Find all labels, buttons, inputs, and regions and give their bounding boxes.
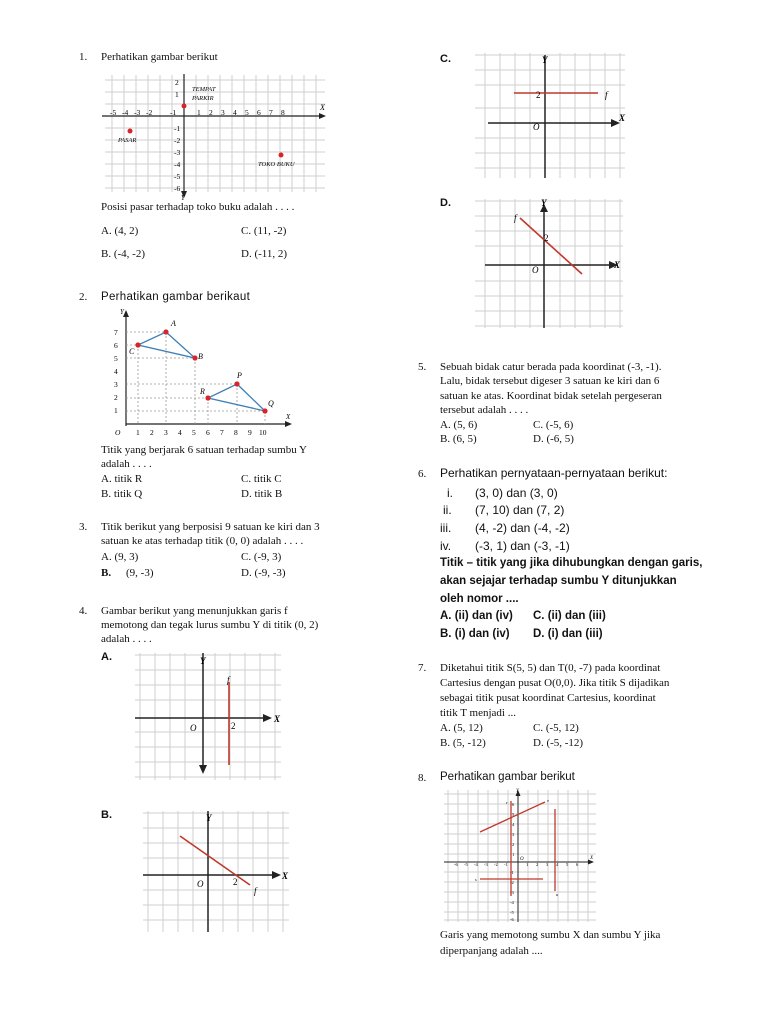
svg-text:Y: Y — [542, 55, 548, 65]
svg-text:Y: Y — [541, 198, 547, 208]
q6-number: 6. — [418, 468, 427, 480]
svg-text:4: 4 — [512, 822, 515, 827]
q7-line3: sebagai titik pusat koordinat Cartesius, koordinat — [440, 692, 656, 704]
q7-line4: titik T menjadi ... — [440, 707, 516, 719]
svg-text:4: 4 — [178, 428, 182, 437]
q2-triangle-pqr — [208, 384, 265, 411]
q8-title: Perhatikan gambar berikut — [440, 771, 575, 783]
q8-label-s: s — [475, 877, 477, 882]
svg-text:2: 2 — [150, 428, 154, 437]
q2-option-b: B. titik Q — [101, 488, 143, 500]
q6-roman-4: iv. — [440, 539, 452, 553]
q5-line3: satuan ke atas. Koordinat bidak setelah pergeseran — [440, 390, 662, 402]
svg-text:-2: -2 — [146, 108, 153, 117]
q4-label-a: A. — [101, 651, 112, 663]
svg-text:7: 7 — [220, 428, 224, 437]
q6-roman-2: ii. — [443, 503, 452, 517]
svg-text:6: 6 — [576, 862, 579, 867]
svg-text:2: 2 — [536, 90, 541, 100]
svg-text:8: 8 — [281, 108, 285, 117]
svg-text:2: 2 — [536, 862, 539, 867]
q2-y-label: Y — [120, 308, 124, 316]
svg-text:5: 5 — [566, 862, 569, 867]
svg-text:5: 5 — [245, 108, 249, 117]
q4-number: 4. — [79, 605, 88, 617]
svg-text:1: 1 — [197, 108, 201, 117]
q1-point-tempat-parkir — [182, 104, 187, 109]
q2-label-b: B — [198, 352, 203, 361]
q7-option-d: D. (-5, -12) — [533, 737, 584, 749]
q3-number: 3. — [79, 521, 88, 533]
q3-line2: satuan ke atas terhadap titik (0, 0) adalah . . . . — [101, 535, 304, 547]
q5-option-c: C. (-5, 6) — [533, 419, 574, 431]
q8-label-u: u — [556, 892, 559, 897]
svg-text:-3: -3 — [134, 108, 141, 117]
svg-text:Y: Y — [200, 656, 206, 666]
q1-y-label: Y — [181, 194, 185, 200]
q1-point-pasar — [128, 129, 133, 134]
q7-option-c: C. (-5, 12) — [533, 722, 579, 734]
q3-line1: Titik berikut yang berposisi 9 satuan ke kiri dan 3 — [101, 521, 320, 533]
svg-text:X: X — [619, 113, 626, 123]
q2-label-a: A — [171, 319, 176, 328]
svg-text:1: 1 — [175, 90, 179, 99]
q4-line1: Gambar berikut yang menunjukkan garis f — [101, 605, 288, 617]
svg-text:-3: -3 — [510, 890, 514, 895]
svg-text:O: O — [190, 723, 197, 733]
q5-number: 5. — [418, 361, 427, 373]
q2-option-c: C. titik C — [241, 473, 282, 485]
q2-point-b — [192, 355, 197, 360]
q5-option-b: B. (6, 5) — [440, 433, 477, 445]
q2-x-label: X — [286, 413, 291, 421]
q2-option-a: A. titik R — [101, 473, 143, 485]
q4-label-c: C. — [440, 53, 451, 65]
svg-text:2: 2 — [231, 721, 236, 731]
svg-text:-6: -6 — [174, 184, 181, 193]
svg-text:7: 7 — [269, 108, 273, 117]
q7-line1: Diketahui titik S(5, 5) dan T(0, -7) pada koordinat — [440, 662, 661, 674]
q8-number: 8. — [418, 772, 427, 784]
svg-text:6: 6 — [257, 108, 261, 117]
svg-text:4: 4 — [556, 862, 559, 867]
q4-line3: adalah . . . . — [101, 633, 152, 645]
svg-text:Y: Y — [516, 789, 519, 794]
svg-text:-5: -5 — [110, 108, 117, 117]
svg-text:O: O — [533, 122, 540, 132]
svg-text:-6: -6 — [454, 862, 458, 867]
q5-line4: tersebut adalah . . . . — [440, 404, 529, 416]
q4-label-d: D. — [440, 197, 451, 209]
svg-text:2: 2 — [175, 78, 179, 87]
svg-text:-4: -4 — [174, 160, 181, 169]
q7-option-b: B. (5, -12) — [440, 737, 486, 749]
q4-label-b: B. — [101, 809, 112, 821]
q5-option-d: D. (-6, 5) — [533, 433, 574, 445]
q8-figure — [440, 786, 600, 924]
svg-text:5: 5 — [512, 812, 515, 817]
q1-x-label: X — [320, 103, 325, 112]
svg-text:3: 3 — [546, 862, 549, 867]
q6-title: Perhatikan pernyataan-pernyataan berikut: — [440, 466, 668, 480]
q7-number: 7. — [418, 662, 427, 674]
svg-text:7: 7 — [114, 328, 118, 337]
q1-label-pasar: PASAR — [118, 137, 137, 144]
svg-text:3: 3 — [114, 380, 118, 389]
svg-text:2: 2 — [209, 108, 213, 117]
q1-option-a: A. (4, 2) — [101, 225, 139, 237]
q2-point-c — [135, 342, 140, 347]
svg-text:-2: -2 — [174, 136, 181, 145]
svg-text:1: 1 — [526, 862, 529, 867]
q7-option-a: A. (5, 12) — [440, 722, 483, 734]
svg-text:5: 5 — [192, 428, 196, 437]
svg-text:O: O — [520, 857, 524, 862]
svg-text:4: 4 — [233, 108, 237, 117]
svg-text:-6: -6 — [510, 917, 514, 922]
svg-text:5: 5 — [114, 354, 118, 363]
q1-x-arrow — [319, 113, 326, 119]
q8-line2: diperpanjang adalah .... — [440, 945, 543, 957]
q6-option-b: B. (i) dan (iv) — [440, 628, 510, 640]
q4-figure-d — [470, 196, 628, 330]
svg-text:f: f — [605, 90, 608, 100]
q3-option-d: D. (-9, -3) — [241, 567, 286, 579]
q8-line1: Garis yang memotong sumbu X dan sumbu Y jika — [440, 929, 661, 941]
q2-triangle-abc — [138, 332, 195, 358]
q1-label-tempat: TEMPAT — [192, 86, 216, 93]
q6-item-3: (4, -2) dan (-4, -2) — [475, 521, 570, 535]
svg-text:-1: -1 — [174, 124, 181, 133]
svg-text:-1: -1 — [170, 108, 177, 117]
svg-text:8: 8 — [234, 428, 238, 437]
q6-question-line2: akan sejajar terhadap sumbu Y ditunjukkan — [440, 575, 677, 587]
q4-figure-c — [470, 50, 630, 182]
q6-item-2: (7, 10) dan (7, 2) — [475, 503, 565, 517]
q1-x-ticks — [110, 108, 285, 117]
svg-text:O: O — [532, 265, 539, 275]
q2-point-p — [234, 381, 239, 386]
svg-text:1: 1 — [512, 852, 515, 857]
svg-text:2: 2 — [544, 233, 549, 243]
svg-text:-5: -5 — [464, 862, 468, 867]
svg-text:-4: -4 — [122, 108, 129, 117]
q8-label-r: r — [506, 800, 508, 805]
q8-label-v: v — [547, 798, 549, 803]
q6-item-4: (-3, 1) dan (-3, -1) — [475, 539, 570, 553]
q1-option-c: C. (11, -2) — [241, 225, 287, 237]
q3-option-b-letter: B. — [101, 567, 112, 579]
q6-item-1: (3, 0) dan (3, 0) — [475, 486, 558, 500]
svg-text:-2: -2 — [510, 880, 514, 885]
svg-text:-1: -1 — [510, 870, 514, 875]
q2-y-ticks — [114, 328, 118, 415]
svg-text:-3: -3 — [484, 862, 488, 867]
svg-text:-1: -1 — [504, 862, 508, 867]
q2-title: Perhatikan gambar berikaut — [101, 291, 251, 303]
svg-text:-4: -4 — [474, 862, 478, 867]
q5-line1: Sebuah bidak catur berada pada koordinat (-3, -1). — [440, 361, 662, 373]
svg-text:X: X — [614, 260, 621, 270]
svg-text:-5: -5 — [174, 172, 181, 181]
q2-point-q — [262, 408, 267, 413]
q1-point-toko-buku — [279, 153, 284, 158]
svg-text:f: f — [514, 213, 517, 223]
svg-text:-4: -4 — [510, 900, 514, 905]
q1-figure — [100, 70, 330, 200]
q6-roman-1: i. — [447, 486, 453, 500]
q1-label-toko-buku: TOKO BUKU — [258, 161, 295, 168]
q4-figure-a — [130, 650, 286, 784]
svg-text:3: 3 — [512, 832, 515, 837]
q2-label-r: R — [200, 387, 205, 396]
q1-option-d: D. (-11, 2) — [241, 248, 288, 260]
q2-label-c: C — [129, 347, 135, 356]
svg-text:1: 1 — [114, 406, 118, 415]
q2-label-q: Q — [268, 399, 274, 408]
q7-line2: Cartesius dengan pusat O(0,0). Jika titik S dijadikan — [440, 677, 670, 689]
q6-option-c: C. (ii) dan (iii) — [533, 610, 606, 622]
q1-title: Perhatikan gambar berikut — [101, 51, 218, 63]
svg-text:2: 2 — [233, 877, 238, 887]
svg-text:Y: Y — [206, 813, 212, 823]
q4-figure-b — [138, 808, 294, 936]
q2-label-p: P — [237, 371, 242, 380]
q1-y-ticks — [174, 78, 180, 193]
q4-line2: memotong dan tegak lurus sumbu Y di titik (0, 2) — [101, 619, 319, 631]
q2-point-a — [163, 329, 168, 334]
q2-option-d: D. titik B — [241, 488, 283, 500]
q1-label-parkir: PARKIR — [192, 95, 214, 102]
svg-text:-2: -2 — [494, 862, 498, 867]
svg-text:X: X — [590, 856, 594, 861]
q5-line2: Lalu, bidak tersebut digeser 3 satuan ke kiri dan 6 — [440, 375, 660, 387]
q2-x-ticks — [136, 428, 267, 437]
q2-question-line2: adalah . . . . — [101, 458, 152, 470]
q1-number: 1. — [79, 51, 88, 63]
q2-number: 2. — [79, 291, 88, 303]
q3-option-b: (9, -3) — [126, 567, 154, 579]
q3-option-c: C. (-9, 3) — [241, 551, 282, 563]
svg-text:2: 2 — [512, 842, 515, 847]
svg-text:f: f — [227, 675, 230, 685]
svg-text:X: X — [282, 871, 289, 881]
q6-option-a: A. (ii) dan (iv) — [440, 610, 513, 622]
q1-option-b: B. (-4, -2) — [101, 248, 145, 260]
svg-text:1: 1 — [136, 428, 140, 437]
svg-text:6: 6 — [206, 428, 210, 437]
svg-text:-5: -5 — [510, 910, 514, 915]
svg-text:f: f — [254, 886, 257, 896]
q6-option-d: D. (i) dan (iii) — [533, 628, 603, 640]
svg-text:9: 9 — [248, 428, 252, 437]
q8-x-ticks — [454, 862, 579, 867]
q6-question-line1: Titik – titik yang jika dihubungkan dengan garis, — [440, 557, 703, 569]
q3-option-a: A. (9, 3) — [101, 551, 139, 563]
svg-text:2: 2 — [114, 393, 118, 402]
svg-text:4: 4 — [114, 367, 118, 376]
svg-text:O: O — [197, 879, 204, 889]
svg-text:-3: -3 — [174, 148, 181, 157]
svg-text:3: 3 — [164, 428, 168, 437]
q6-question-line3: oleh nomor .... — [440, 593, 519, 605]
q5-option-a: A. (5, 6) — [440, 419, 478, 431]
q2-figure — [108, 306, 303, 441]
svg-text:6: 6 — [114, 341, 118, 350]
svg-text:6: 6 — [512, 802, 515, 807]
q2-point-r — [205, 395, 210, 400]
q2-question-line1: Titik yang berjarak 6 satuan terhadap sumbu Y — [101, 444, 308, 456]
svg-text:3: 3 — [221, 108, 225, 117]
svg-text:10: 10 — [259, 428, 267, 437]
q2-origin: O — [115, 428, 121, 437]
svg-text:X: X — [274, 714, 281, 724]
q6-roman-3: iii. — [440, 521, 452, 535]
q1-question: Posisi pasar terhadap toko buku adalah . . . . — [101, 201, 295, 213]
q2-guide-lines — [126, 332, 265, 424]
